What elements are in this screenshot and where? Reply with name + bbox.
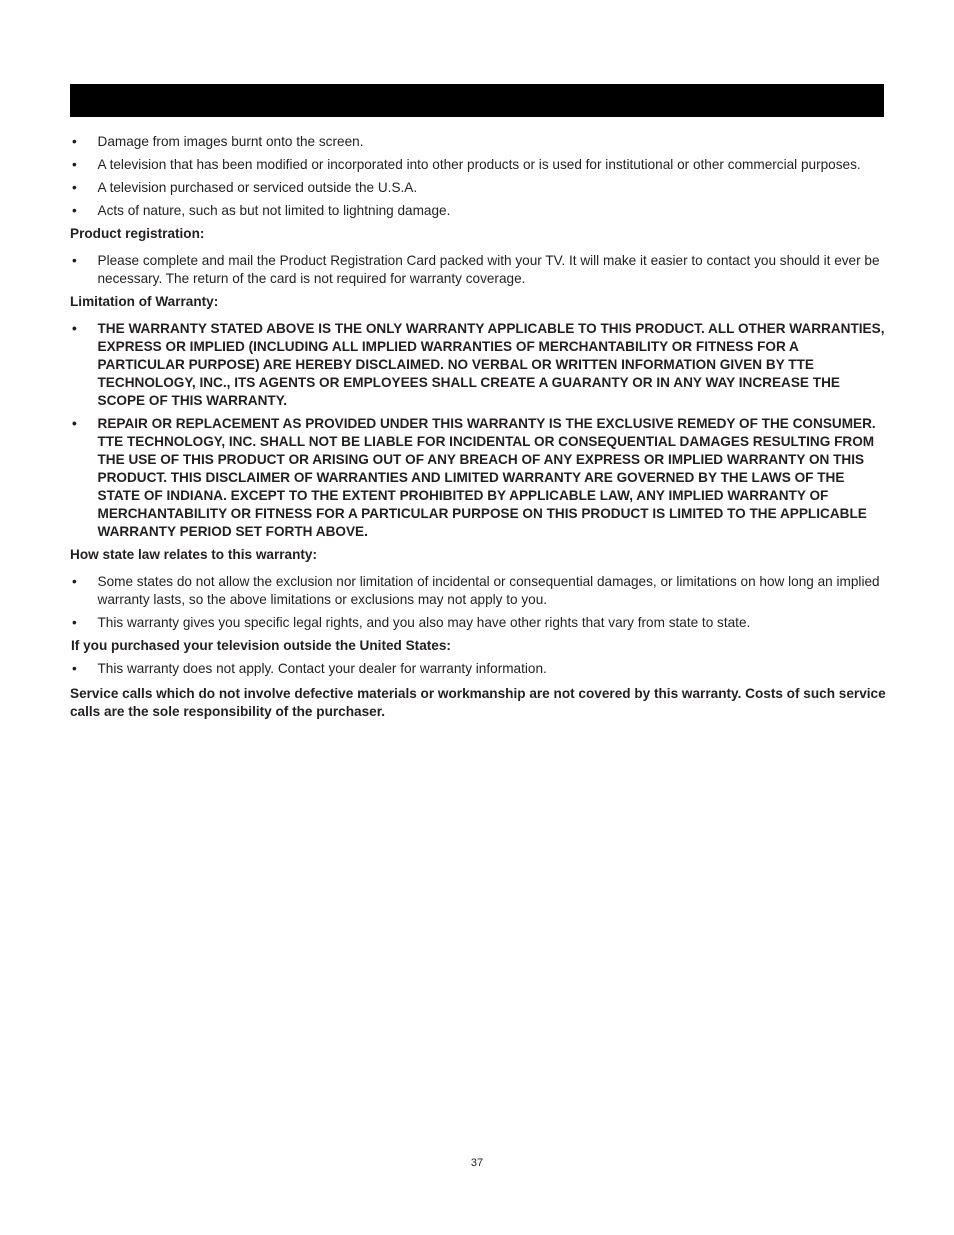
list-item: • THE WARRANTY STATED ABOVE IS THE ONLY WARRANTY APPLICABLE TO THIS PRODUCT. ALL OTHER WARRANTIES, EXPRESS OR IMPLIED (INCLUDING ALL IMPLIED WARRANTIES OF MERCHANTABILITY OR FITNESS FOR A PARTICULAR PURPOSE) ARE HEREBY DISCLAIMED. NO VERBAL OR WRITTEN INFORMATION GIVEN BY TTE TECHNOLOGY, INC., ITS AGENTS OR EMPLOYEES SHALL CREATE A GUARANTY OR IN ANY WAY INCREASE THE SCOPE OF THIS WARRANTY.: [72, 321, 885, 408]
limitation-heading: Limitation of Warranty:: [70, 294, 219, 309]
list-item: • Please complete and mail the Product Registration Card packed with your TV. It will make it easier to contact you should it ever be necessary. The return of the card is not required for warranty coverage.: [72, 253, 880, 286]
bullet-icon: •: [72, 321, 77, 336]
bullet-icon: •: [72, 203, 77, 218]
state-law-list: [70, 573, 886, 632]
exclusions-list: [70, 133, 886, 220]
list-item: • Acts of nature, such as but not limited to lightning damage.: [72, 203, 451, 218]
list-item: • Damage from images burnt onto the screen.: [72, 134, 364, 149]
bullet-icon: •: [72, 615, 77, 630]
list-item: • This warranty does not apply. Contact your dealer for warranty information.: [72, 661, 547, 676]
list-item: • A television that has been modified or incorporated into other products or is used for institutional or other commercial purposes.: [72, 157, 861, 172]
list-item: • Some states do not allow the exclusion nor limitation of incidental or consequential damages, or limitations on how long an implied warranty lasts, so the above limitations or exclusions may not apply to you.: [72, 574, 880, 607]
list-item: • A television purchased or serviced outside the U.S.A.: [72, 180, 418, 195]
product-registration-heading: Product registration:: [70, 226, 205, 241]
bullet-icon: •: [72, 574, 77, 589]
page-number: 37: [470, 1157, 484, 1169]
outside-us-heading: If you purchased your television outside the United States:: [71, 638, 451, 653]
warranty-content: [70, 133, 886, 721]
closing-note: Service calls which do not involve defective materials or workmanship are not covered by this warranty. Costs of such service calls are the sole responsibility of the purchaser.: [70, 686, 886, 719]
state-law-heading: How state law relates to this warranty:: [70, 547, 318, 562]
bullet-icon: •: [72, 661, 77, 676]
header-bar: [70, 84, 884, 117]
bullet-icon: •: [72, 253, 77, 268]
bullet-icon: •: [72, 134, 77, 149]
list-item: • REPAIR OR REPLACEMENT AS PROVIDED UNDER THIS WARRANTY IS THE EXCLUSIVE REMEDY OF THE CONSUMER. TTE TECHNOLOGY, INC. SHALL NOT BE LIABLE FOR INCIDENTAL OR CONSEQUENTIAL DAMAGES RESULTING FROM THE USE OF THIS PRODUCT OR ARISING OUT OF ANY BREACH OF ANY EXPRESS OR IMPLIED WARRANTY ON THIS PRODUCT. THIS DISCLAIMER OF WARRANTIES AND LIMITED WARRANTY ARE GOVERNED BY THE LAWS OF THE STATE OF INDIANA. EXCEPT TO THE EXTENT PROHIBITED BY APPLICABLE LAW, ANY IMPLIED WARRANTY OF MERCHANTABILITY OR FITNESS FOR A PARTICULAR PURPOSE ON THIS PRODUCT IS LIMITED TO THE APPLICABLE WARRANTY PERIOD SET FORTH ABOVE.: [72, 416, 876, 539]
bullet-icon: •: [72, 157, 77, 172]
list-item: • This warranty gives you specific legal rights, and you also may have other rights that vary from state to state.: [72, 615, 751, 630]
bullet-icon: •: [72, 416, 77, 431]
outside-us-list: [70, 660, 886, 678]
product-registration-list: [70, 252, 886, 288]
bullet-icon: •: [72, 180, 77, 195]
limitation-list: [70, 320, 886, 541]
